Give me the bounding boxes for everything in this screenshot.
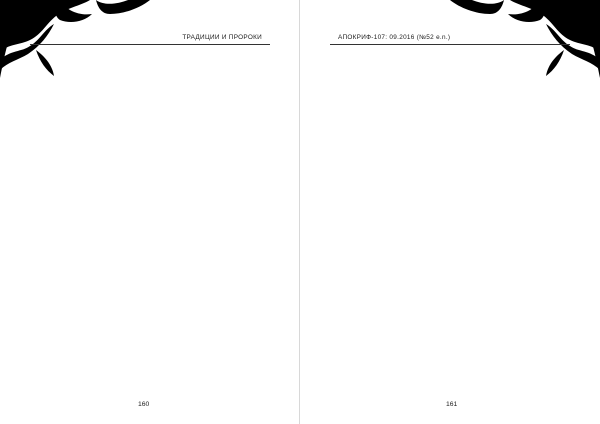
page-number: 160 (138, 401, 150, 408)
page-number: 161 (446, 401, 458, 408)
header-rule (330, 44, 570, 45)
body-text (330, 50, 570, 394)
right-page (300, 0, 600, 424)
running-head: АПОКРИФ-107: 09.2016 (№52 e.n.) (338, 34, 451, 41)
body-text (30, 50, 270, 394)
running-head: ТРАДИЦИИ И ПРОРОКИ (182, 34, 262, 41)
header-rule (30, 44, 270, 45)
